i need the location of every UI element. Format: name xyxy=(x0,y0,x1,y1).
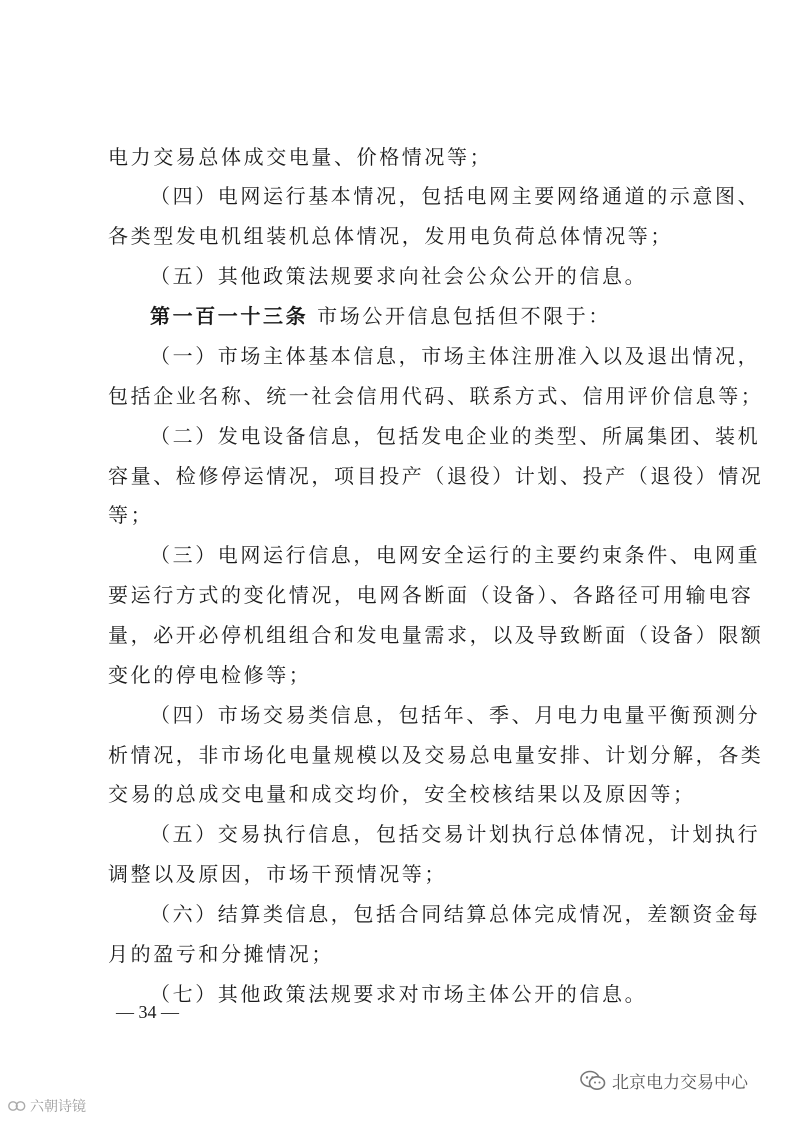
text-line-9: （二）发电设备信息，包括发电企业的类型、所属集团、装机 xyxy=(150,424,761,448)
article-113-text: 市场公开信息包括但不限于： xyxy=(317,304,611,328)
text-line-11: 等； xyxy=(108,503,154,527)
site-watermark xyxy=(8,1096,86,1116)
text-line-18: 交易的总成交电量和成交均价，安全校核结果以及原因等； xyxy=(108,782,696,806)
text-line-15: 变化的停电检修等； xyxy=(108,663,312,687)
article-113-line xyxy=(150,302,611,330)
text-line-22: 月的盈亏和分摊情况； xyxy=(108,942,334,966)
text-line-1: 电力交易总体成交电量、价格情况等； xyxy=(108,145,493,169)
logo-mark-icon xyxy=(8,1099,26,1113)
text-line-10: 容量、检修停运情况，项目投产（退役）计划、投产（退役）情况 xyxy=(108,464,764,488)
text-line-3: 各类型发电机组装机总体情况，发用电负荷总体情况等； xyxy=(108,224,673,248)
text-line-7: （一）市场主体基本信息，市场主体注册准入以及退出情况， xyxy=(150,344,761,368)
text-line-13: 要运行方式的变化情况，电网各断面（设备）、各路径可用输电容 xyxy=(108,583,754,607)
site-watermark-text: 六朝诗镜 xyxy=(30,1099,86,1115)
page-number: — 34 — xyxy=(116,1002,179,1022)
article-113-heading: 第一百一十三条 xyxy=(150,304,309,328)
text-line-23: （七）其他政策法规要求对市场主体公开的信息。 xyxy=(150,982,648,1006)
wechat-account-name: 北京电力交易中心 xyxy=(612,1073,748,1093)
text-line-20: 调整以及原因，市场干预情况等； xyxy=(108,862,447,886)
text-line-14: 量，必开必停机组组合和发电量需求，以及导致断面（设备）限额 xyxy=(108,623,764,647)
text-line-21: （六）结算类信息，包括合同结算总体完成情况，差额资金每 xyxy=(150,902,761,926)
text-line-16: （四）市场交易类信息，包括年、季、月电力电量平衡预测分 xyxy=(150,703,761,727)
text-line-2: （四）电网运行基本情况，包括电网主要网络通道的示意图、 xyxy=(150,184,761,208)
text-line-17: 析情况，非市场化电量规模以及交易总电量安排、计划分解，各类 xyxy=(108,743,764,767)
text-line-19: （五）交易执行信息，包括交易计划执行总体情况，计划执行 xyxy=(150,822,761,846)
text-line-4: （五）其他政策法规要求向社会公众公开的信息。 xyxy=(150,264,648,288)
wechat-watermark xyxy=(580,1068,748,1093)
text-line-12: （三）电网运行信息，电网安全运行的主要约束条件、电网重 xyxy=(150,543,761,567)
text-line-8: 包括企业名称、统一社会信用代码、联系方式、信用评价信息等； xyxy=(108,384,764,408)
wechat-icon xyxy=(580,1070,606,1092)
